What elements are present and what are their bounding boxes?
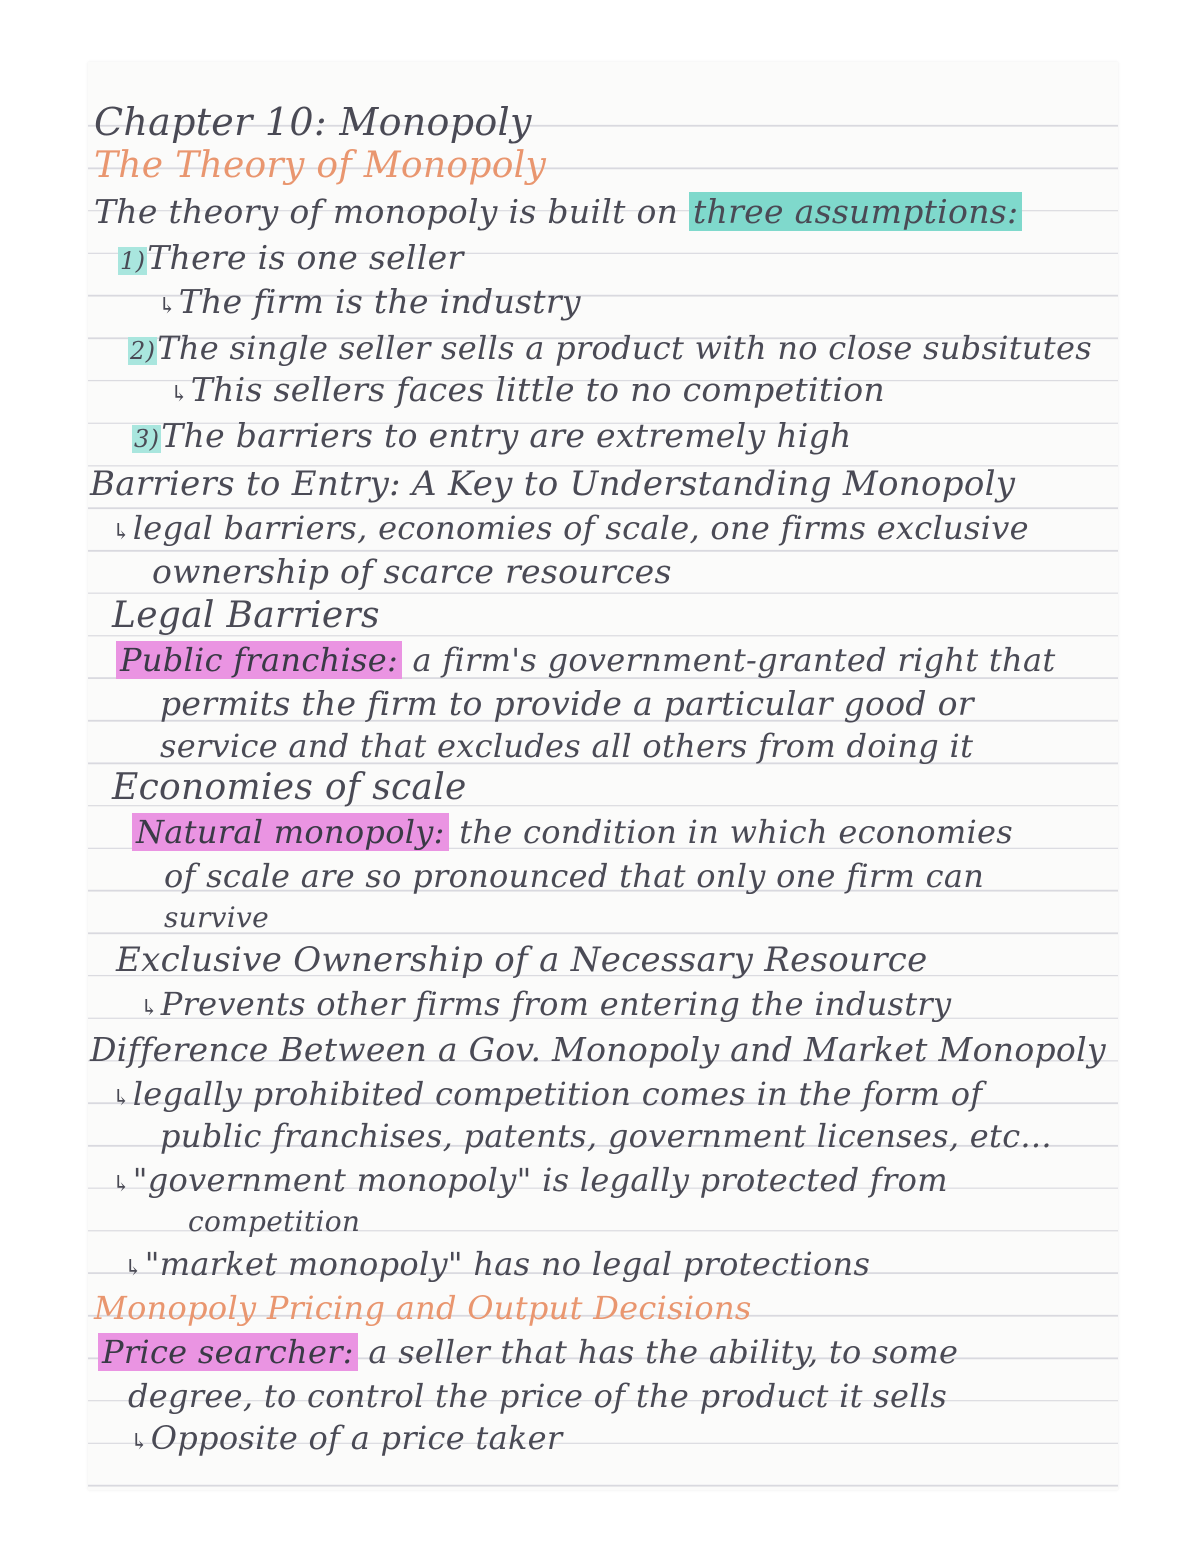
highlight-three-assumptions: three assumptions: [689,192,1022,231]
public-franchise-definition-cont: permits the firm to provide a particular good or [160,684,974,723]
assumption-1-sub: ↳The firm is the industry [158,282,581,321]
price-searcher-note: ↳Opposite of a price taker [130,1419,563,1457]
section-heading-barriers: Barriers to Entry: A Key to Understanding Monopoly [90,464,1016,504]
assumption-3: 3)The barriers to entry are extremely high [134,416,852,455]
assumption-2: 2)The single seller sells a product with no close subsitutes [130,329,1092,367]
natural-monopoly-definition-cont: of scale are so pronounced that only one firm can [164,857,985,895]
assumption-2-sub: ↳This sellers faces little to no competition [170,370,885,409]
arrow-icon: ↳ [130,1430,149,1455]
natural-monopoly-definition-cont: survive [164,901,270,934]
arrow-icon: ↳ [170,382,189,407]
public-franchise-definition: Public franchise: a firm's government-granted right that [116,638,1056,682]
term-price-searcher: Price searcher: [98,1333,358,1371]
difference-point-3: ↳"market monopoly" has no legal protections [124,1245,871,1283]
subheading-economies-of-scale: Economies of scale [112,767,467,808]
arrow-icon: ↳ [124,1256,143,1281]
section-heading-theory: The Theory of Monopoly [94,145,547,186]
assumption-number: 2) [130,337,156,365]
barriers-list-cont: ownership of scarce resources [152,552,672,591]
term-natural-monopoly: Natural monopoly: [132,813,449,851]
price-searcher-definition: Price searcher: a seller that has the ability, to some [98,1330,958,1374]
assumption-number: 3) [134,425,160,453]
section-heading-difference: Difference Between a Gov. Monopoly and Market Monopoly [90,1030,1106,1069]
arrow-icon: ↳ [112,1172,131,1197]
chapter-title: Chapter 10: Monopoly [94,100,532,144]
section-heading-pricing: Monopoly Pricing and Output Decisions [94,1289,752,1327]
natural-monopoly-definition: Natural monopoly: the condition in which economies [132,810,1013,854]
subheading-exclusive-ownership: Exclusive Ownership of a Necessary Resource [116,940,928,980]
assumption-number: 1) [120,247,146,275]
price-searcher-definition-cont: degree, to control the price of the product it sells [128,1377,948,1415]
arrow-icon: ↳ [158,294,177,319]
difference-point-1: ↳legally prohibited competition comes in the form of [112,1075,983,1113]
exclusive-ownership-note: ↳Prevents other firms from entering the industry [140,985,952,1023]
term-public-franchise: Public franchise: [116,641,402,679]
difference-point-1-cont: public franchises, patents, government licenses, etc... [160,1117,1052,1155]
theory-intro: The theory of monopoly is built on three assumptions: [94,190,1022,234]
barriers-list: ↳legal barriers, economies of scale, one firms exclusive [112,509,1029,547]
difference-point-2: ↳"government monopoly" is legally protected from [112,1161,948,1199]
arrow-icon: ↳ [140,996,159,1021]
difference-point-2-cont: competition [188,1205,361,1238]
public-franchise-definition-cont: service and that excludes all others from doing it [160,727,974,765]
arrow-icon: ↳ [112,520,131,545]
subheading-legal-barriers: Legal Barriers [112,595,380,636]
assumption-1: 1)There is one seller [120,238,464,277]
arrow-icon: ↳ [112,1086,131,1111]
